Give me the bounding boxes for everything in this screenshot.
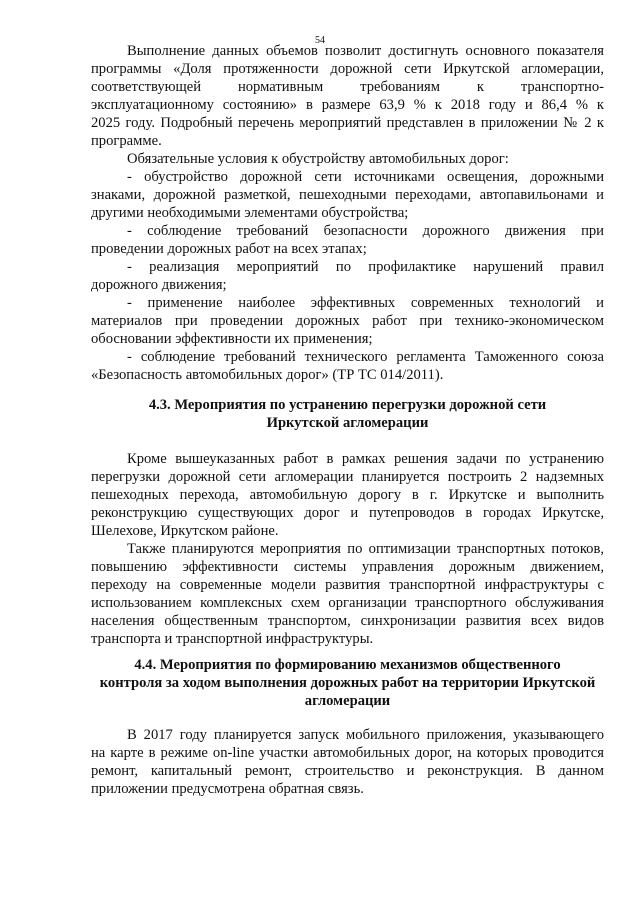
text-line: дорожного движения; [91, 277, 227, 293]
text-line: транспорта и транспортной инфраструктуры. [91, 631, 374, 647]
text-line: обосновании эффективности их применения; [91, 331, 373, 347]
text-line: - соблюдение требований технического регламента Таможенного союза [127, 349, 604, 365]
text-line: использованием комплексных схем организации транспортного обслуживания [91, 595, 604, 611]
text-line: приложении предусмотрена обратная связь. [91, 781, 364, 797]
paragraph [91, 42, 604, 150]
text-line: на карте в режиме on-line участки автомобильных дорог, на которых проводится [91, 745, 604, 761]
paragraph [91, 450, 604, 648]
text-line: Шелехове, Иркутском районе. [91, 523, 279, 539]
section-heading [91, 656, 604, 710]
text-line: перегрузки дорожной сети агломерации планируется построить 2 надземных [91, 469, 604, 485]
text-line: - соблюдение требований безопасности дорожного движения при [127, 223, 604, 239]
text-line: другими необходимыми элементами обустройства; [91, 205, 409, 221]
text-line: реконструкцию существующих дорог и путепроводов в городах Иркутске, [91, 505, 604, 521]
text-line: - реализация мероприятий по профилактике нарушений правил [127, 259, 604, 275]
text-line: ремонт, капитальный ремонт, строительство и реконструкция. В данном [91, 763, 604, 779]
text-line: программе. [91, 133, 162, 149]
text-line: «Безопасность автомобильных дорог» (ТР ТС 014/2011). [91, 367, 444, 383]
text-line: Выполнение данных объемов позволит достигнуть основного показателя [127, 43, 604, 59]
text-line: Кроме вышеуказанных работ в рамках решения задачи по устранению [127, 451, 604, 467]
text-line: переходу на современные модели развития транспортной инфраструктуры с [91, 577, 604, 593]
text-line: 2025 году. Подробный перечень мероприятий представлен в приложении № 2 к [91, 115, 604, 131]
page-number: 54 [315, 35, 325, 46]
text-line: - применение наиболее эффективных современных технологий и [127, 295, 604, 311]
text-line: пешеходных перехода, автомобильную дорогу в г. Иркутске и выполнить [91, 487, 604, 503]
text-line: В 2017 году планируется запуск мобильного приложения, указывающего [127, 727, 604, 743]
text-line: материалов при проведении дорожных работ при технико-экономическом [91, 313, 604, 329]
text-line: проведении дорожных работ на всех этапах; [91, 241, 367, 257]
heading-line: Иркутской агломерации [266, 415, 429, 431]
heading-line: 4.4. Мероприятия по формированию механизмов общественного [134, 657, 561, 673]
text-line: знаками, дорожной разметкой, пешеходными переходами, автопавильонами и [91, 187, 604, 203]
text-line: соответствующей нормативным требованиям к транспортно- [91, 79, 604, 95]
text-line: - обустройство дорожной сети источниками освещения, дорожными [127, 169, 604, 185]
text-line: Обязательные условия к обустройству автомобильных дорог: [127, 151, 509, 167]
text-line: Также планируются мероприятия по оптимизации транспортных потоков, [127, 541, 604, 557]
text-line: населения общественным транспортом, синхронизации развития всех видов [91, 613, 604, 629]
heading-line: агломерации [304, 693, 391, 709]
section-heading [91, 396, 604, 432]
heading-line: контроля за ходом выполнения дорожных работ на территории Иркутской [99, 675, 596, 691]
paragraph [91, 150, 604, 384]
text-line: эксплуатационному состоянию» в размере 63,9 % к 2018 году и 86,4 % к [91, 97, 604, 113]
paragraph [91, 726, 604, 798]
heading-line: 4.3. Мероприятия по устранению перегрузки дорожной сети [148, 397, 547, 413]
text-line: повышению эффективности системы управления дорожным движением, [91, 559, 604, 575]
text-line: программы «Доля протяженности дорожной сети Иркутской агломерации, [91, 61, 604, 77]
